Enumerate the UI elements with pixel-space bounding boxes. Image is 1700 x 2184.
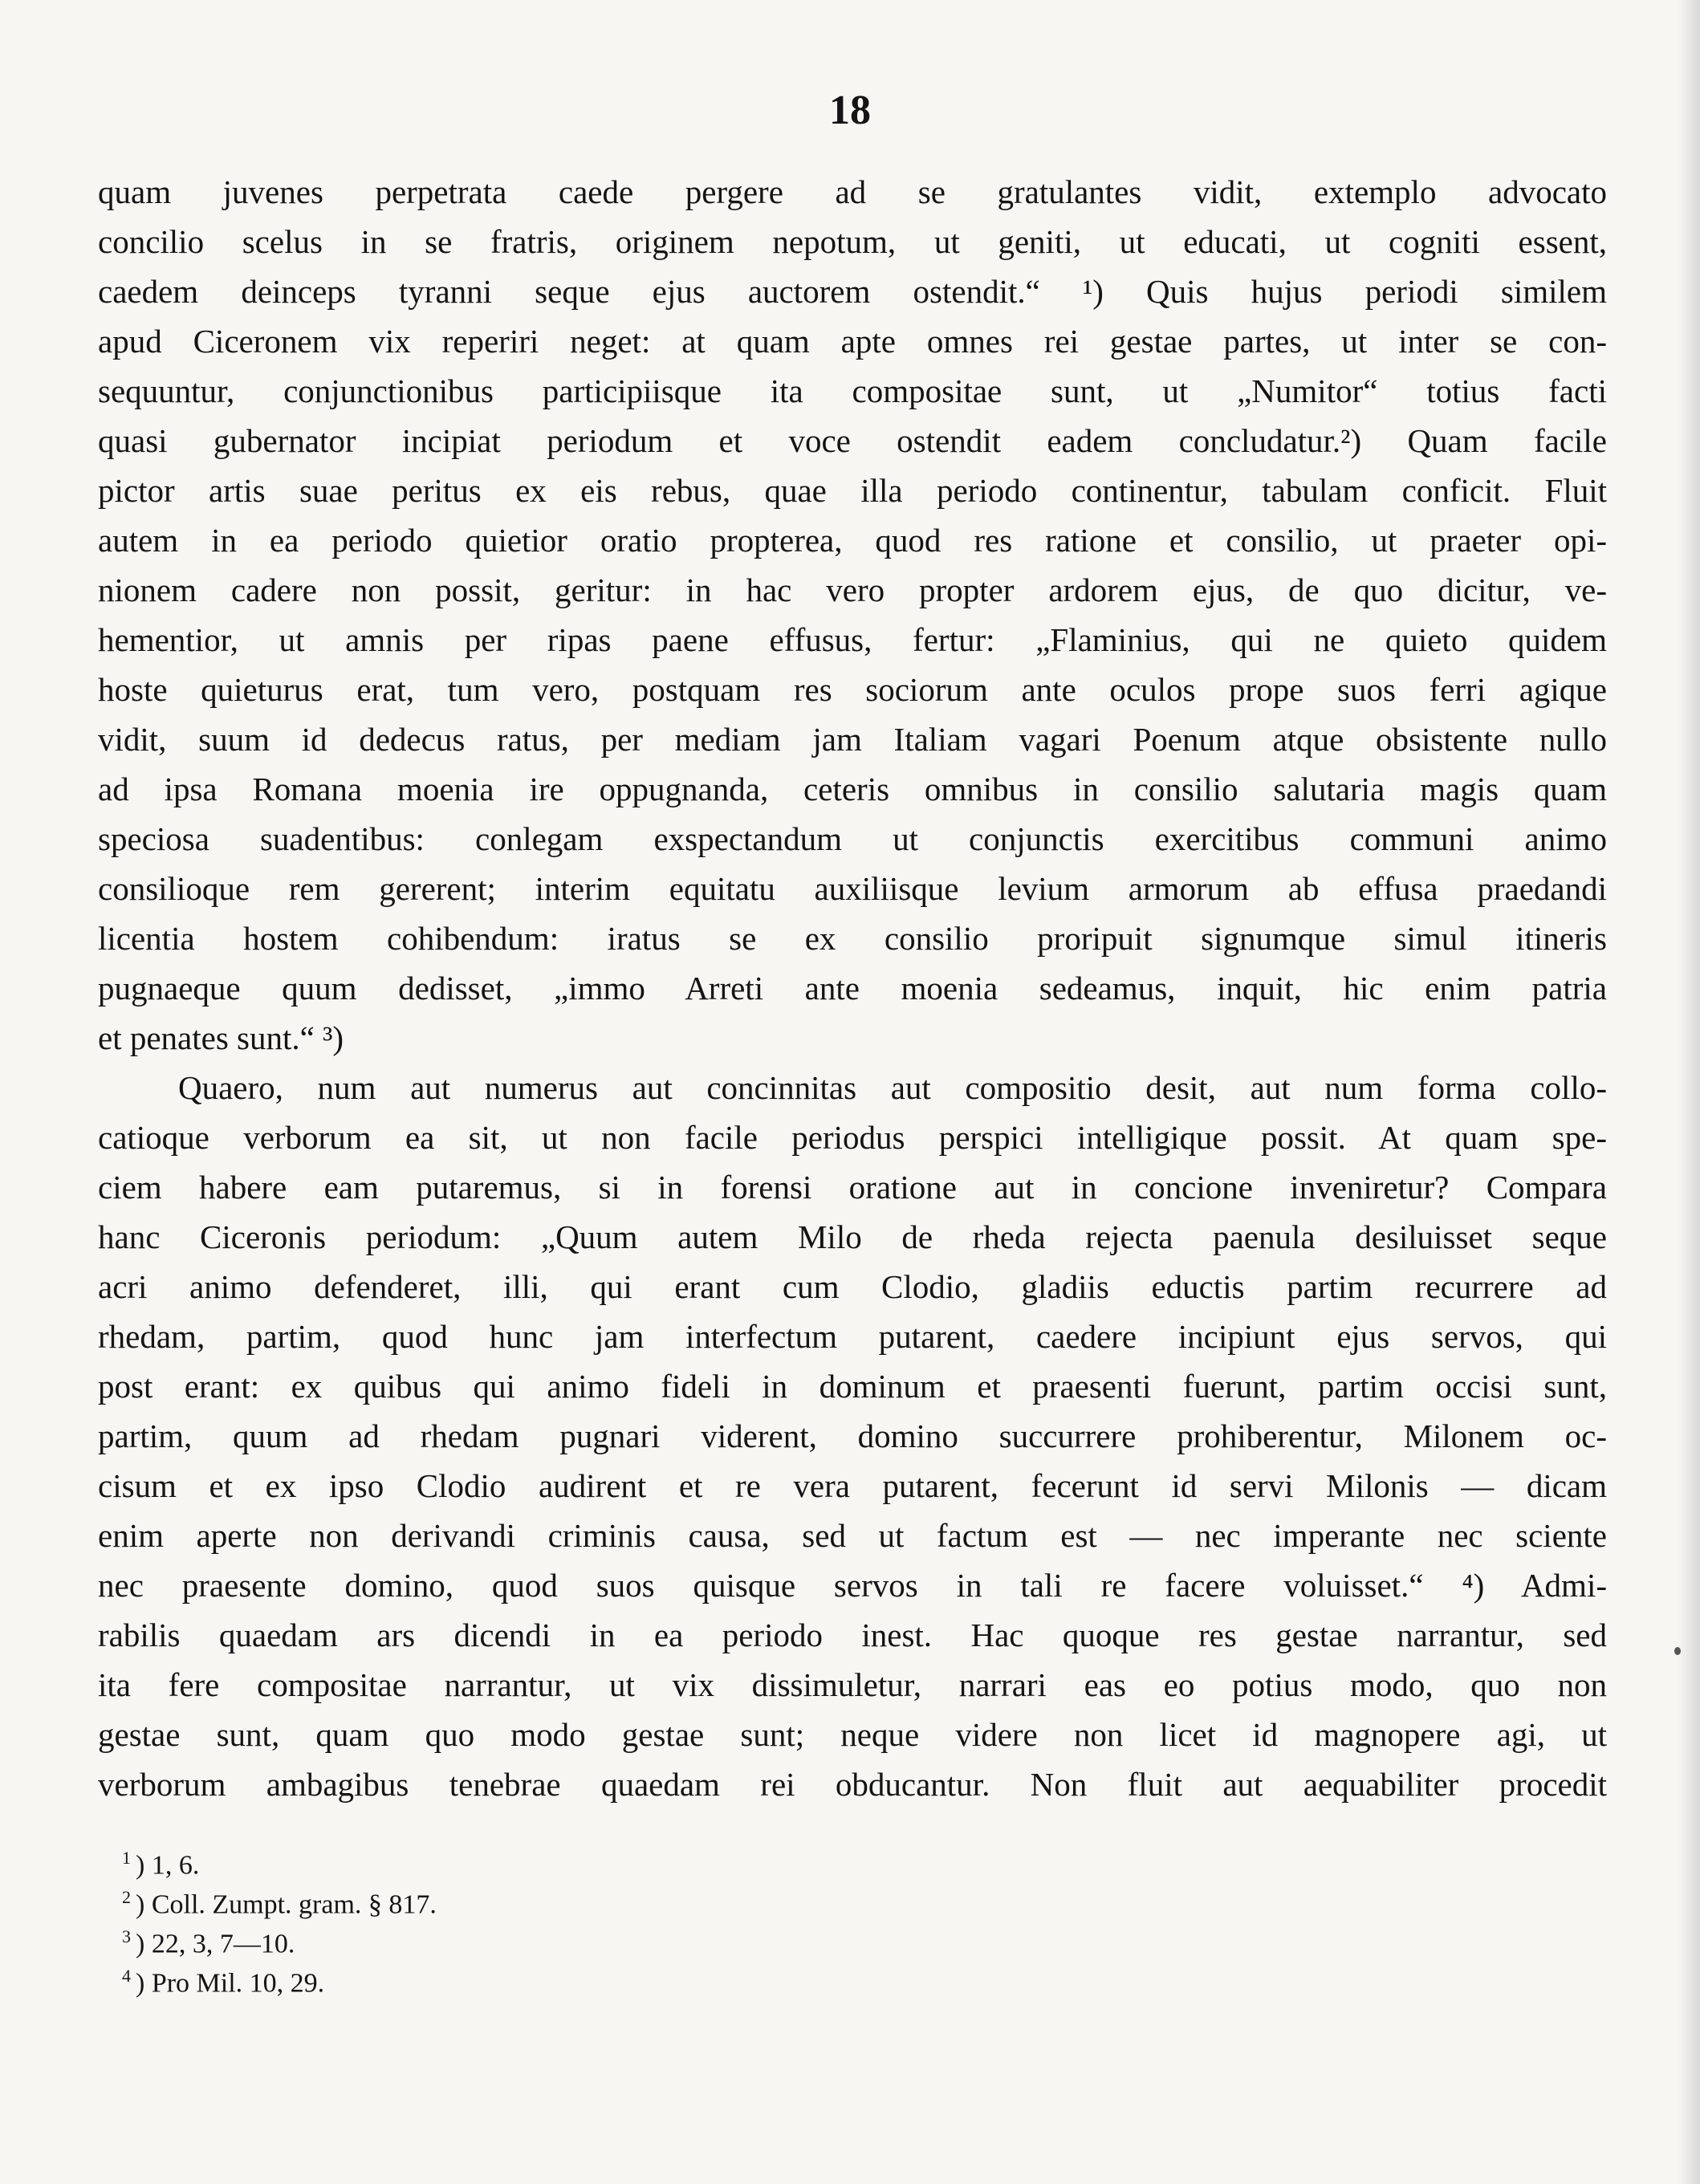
text-line: ita fere compositae narrantur, ut vix dissimuletur, narrari eas eo potius modo, quo non <box>98 1666 1607 1703</box>
footnotes <box>122 1838 437 1999</box>
text-line: ciem habere eam putaremus, si in forensi oratione aut in concione inveniretur? Compara <box>98 1169 1607 1206</box>
footnote <box>122 1877 437 1920</box>
text-line: gestae sunt, quam quo modo gestae sunt; neque videre non licet id magnopere agi, ut <box>98 1716 1607 1753</box>
text-line: hoste quieturus erat, tum vero, postquam res sociorum ante oculos prope suos ferri agique <box>98 671 1607 708</box>
footnote-text: ) Coll. Zumpt. gram. § 817. <box>136 1889 437 1920</box>
page-edge-shadow <box>1678 0 1700 2184</box>
footnote <box>122 1956 437 1999</box>
text-line: sequuntur, conjunctionibus participiisque ita compositae sunt, ut „Numitor“ totius facti <box>98 372 1607 409</box>
text-line: verborum ambagibus tenebrae quaedam rei obducantur. Non fluit aut aequabiliter procedit <box>98 1766 1607 1803</box>
text-line: rabilis quaedam ars dicendi in ea periodo inest. Hac quoque res gestae narrantur, sed <box>98 1617 1607 1653</box>
body-text <box>98 167 1607 1809</box>
text-line: catioque verborum ea sit, ut non facile periodus perspici intelligique possit. At quam spe- <box>98 1119 1607 1156</box>
text-line: enim aperte non derivandi criminis causa, sed ut factum est — nec imperante nec sciente <box>98 1517 1607 1554</box>
footnote-marker: 3 <box>122 1926 131 1946</box>
footnote-marker: 1 <box>122 1848 131 1868</box>
text-line: acri animo defenderet, illi, qui erant cum Clodio, gladiis eductis partim recurrere ad <box>98 1268 1607 1305</box>
text-line: post erant: ex quibus qui animo fideli in dominum et praesenti fuerunt, partim occisi sunt, <box>98 1368 1607 1405</box>
text-line: nec praesente domino, quod suos quisque servos in tali re facere voluisset.“ ⁴) Admi- <box>98 1567 1607 1604</box>
text-line: pictor artis suae peritus ex eis rebus, quae illa periodo continentur, tabulam conficit. Fluit <box>98 472 1607 509</box>
footnote <box>122 1917 437 1959</box>
text-line: quam juvenes perpetrata caede pergere ad se gratulantes vidit, extemplo advocato <box>98 173 1607 210</box>
text-line: apud Ciceronem vix reperiri neget: at quam apte omnes rei gestae partes, ut inter se con- <box>98 323 1607 360</box>
text-line: caedem deinceps tyranni seque ejus auctorem ostendit.“ ¹) Quis hujus periodi similem <box>98 273 1607 310</box>
footnote-text: ) 22, 3, 7—10. <box>136 1929 295 1959</box>
text-line: autem in ea periodo quietior oratio propterea, quod res ratione et consilio, ut praeter opi- <box>98 522 1607 559</box>
paragraph-start-line: Quaero, num aut numerus aut concinnitas aut compositio desit, aut num forma collo- <box>178 1069 1607 1106</box>
text-line: partim, quum ad rhedam pugnari viderent, domino succurrere prohiberentur, Milonem oc- <box>98 1417 1607 1454</box>
text-line: nionem cadere non possit, geritur: in hac vero propter ardorem ejus, de quo dicitur, ve- <box>98 571 1607 608</box>
footnote-marker: 4 <box>122 1966 131 1986</box>
footnote-marker: 2 <box>122 1887 131 1907</box>
text-line: quasi gubernator incipiat periodum et voce ostendit eadem concludatur.²) Quam facile <box>98 422 1607 459</box>
text-line: rhedam, partim, quod hunc jam interfectum putarent, caedere incipiunt ejus servos, qui <box>98 1318 1607 1355</box>
page-number: 18 <box>829 87 871 133</box>
text-line: licentia hostem cohibendum: iratus se ex consilio proripuit signumque simul itineris <box>98 920 1607 957</box>
footnote <box>122 1838 437 1881</box>
text-line: et penates sunt.“ ³) <box>98 1019 344 1056</box>
footnote-text: ) Pro Mil. 10, 29. <box>136 1968 325 1999</box>
text-line: cisum et ex ipso Clodio audirent et re vera putarent, fecerunt id servi Milonis — dicam <box>98 1467 1607 1504</box>
text-line: consilioque rem gererent; interim equitatu auxiliisque levium armorum ab effusa praedandi <box>98 870 1607 907</box>
text-line: hanc Ciceronis periodum: „Quum autem Milo de rheda rejecta paenula desiluisset seque <box>98 1218 1607 1255</box>
text-line: hementior, ut amnis per ripas paene effusus, fertur: „Flaminius, qui ne quieto quidem <box>98 621 1607 658</box>
text-line: vidit, suum id dedecus ratus, per mediam jam Italiam vagari Poenum atque obsistente nullo <box>98 721 1607 758</box>
footnote-text: ) 1, 6. <box>136 1850 200 1881</box>
text-line: concilio scelus in se fratris, originem nepotum, ut geniti, ut educati, ut cogniti essent, <box>98 223 1607 260</box>
text-line: speciosa suadentibus: conlegam exspectandum ut conjunctis exercitibus communi animo <box>98 820 1607 857</box>
text-line: pugnaeque quum dedisset, „immo Arreti ante moenia sedeamus, inquit, hic enim patria <box>98 970 1607 1007</box>
text-line: ad ipsa Romana moenia ire oppugnanda, ceteris omnibus in consilio salutaria magis quam <box>98 771 1607 807</box>
